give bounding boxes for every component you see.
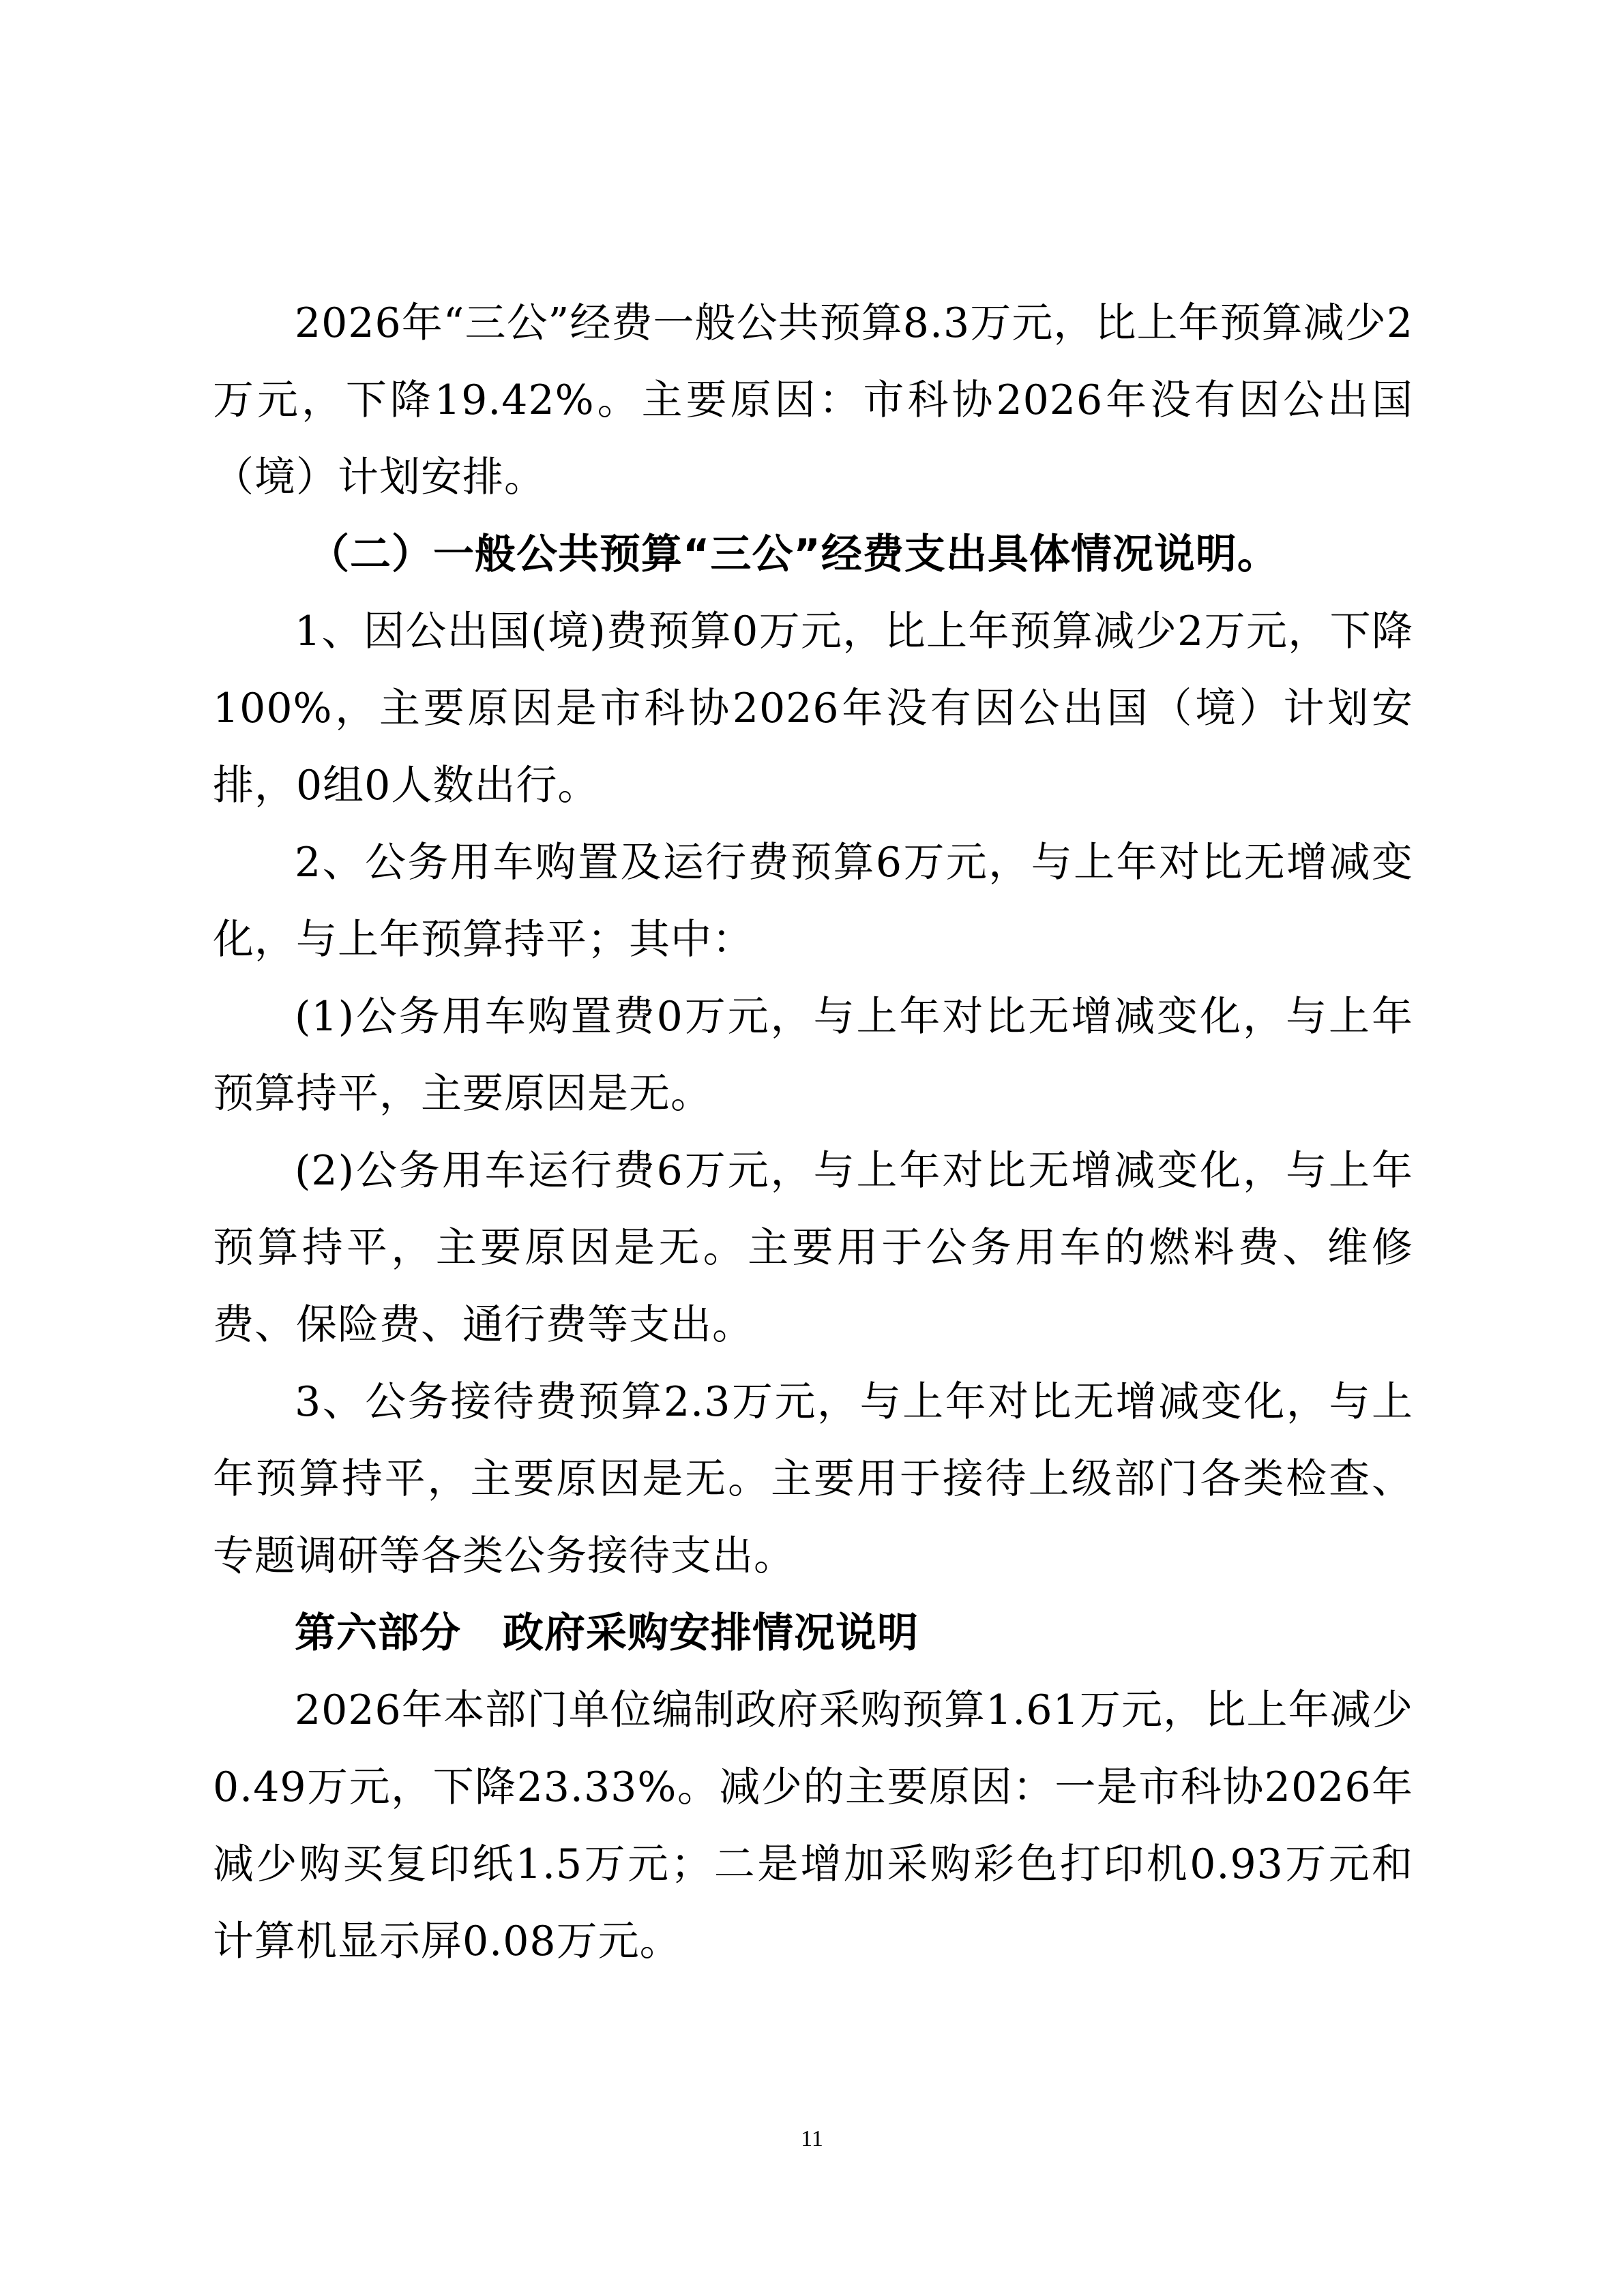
paragraph-overseas-travel: 1、因公出国(境)费预算0万元，比上年预算减少2万元，下降100%，主要原因是市科协2026年没有因公出国（境）计划安排，0组0人数出行。 xyxy=(213,608,1413,809)
document-body xyxy=(213,285,1413,1980)
paragraph-vehicle-purchase: (1)公务用车购置费0万元，与上年对比无增减变化，与上年预算持平，主要原因是无。 xyxy=(213,993,1413,1118)
paragraph-vehicle-operation: (2)公务用车运行费6万元，与上年对比无增减变化，与上年预算持平，主要原因是无。主要用于公务用车的燃料费、维修费、保险费、通行费等支出。 xyxy=(213,1147,1413,1349)
page-number: 11 xyxy=(801,2126,823,2151)
paragraph-official-reception: 3、公务接待费预算2.3万元，与上年对比无增减变化，与上年预算持平，主要原因是无。主要用于接待上级部门各类检查、专题调研等各类公务接待支出。 xyxy=(213,1378,1413,1580)
paragraph-sangong-total: 2026年“三公”经费一般公共预算8.3万元，比上年预算减少2万元，下降19.42%。主要原因：市科协2026年没有因公出国（境）计划安排。 xyxy=(213,299,1413,501)
paragraph-official-vehicles: 2、公务用车购置及运行费预算6万元，与上年对比无增减变化，与上年预算持平；其中： xyxy=(213,839,1413,964)
section-heading-procurement: 第六部分 政府采购安排情况说明 xyxy=(295,1609,919,1657)
section-heading-sangong-details: （二）一般公共预算“三公”经费支出具体情况说明。 xyxy=(308,531,1279,578)
paragraph-procurement-budget: 2026年本部门单位编制政府采购预算1.61万元，比上年减少0.49万元，下降23.33%。减少的主要原因：一是市科协2026年减少购买复印纸1.5万元；二是增加采购彩色打印机0.93万元和计算机显示屏0.08万元。 xyxy=(213,1686,1413,1965)
